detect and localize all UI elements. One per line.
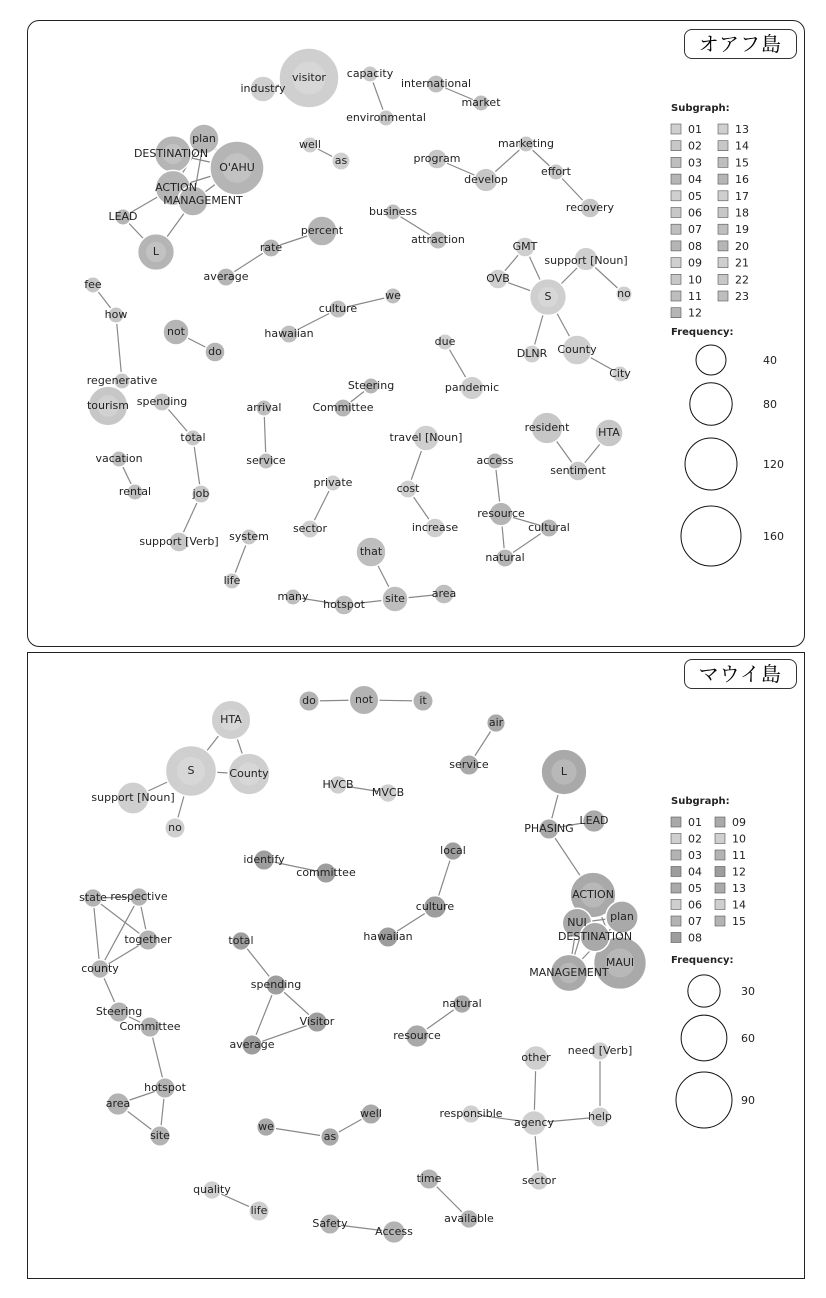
- subgraph-legend-label-21: 21: [735, 256, 749, 270]
- node-label-support_noun: support [Noun]: [544, 254, 628, 267]
- subgraph-legend-label-18: 18: [735, 206, 749, 220]
- node-label-MVCB: MVCB: [371, 786, 405, 799]
- subgraph-swatch-01: [671, 124, 681, 134]
- node-label-industry: industry: [240, 82, 286, 95]
- subgraph-swatch-02: [671, 141, 681, 151]
- maui-panel: [27, 652, 805, 1279]
- subgraph-swatch-05: [671, 883, 681, 893]
- subgraph-swatch-12: [715, 867, 725, 877]
- node-label-local: local: [440, 844, 466, 857]
- frequency-legend-circle-160: [681, 506, 741, 566]
- subgraph-swatch-16: [718, 174, 728, 184]
- node-label-rental: rental: [118, 485, 152, 498]
- node-label-support_verb: support [Verb]: [139, 535, 219, 548]
- subgraph-legend-label-08: 08: [688, 931, 702, 945]
- node-label-committee: committee: [296, 866, 356, 879]
- node-label-S: S: [187, 764, 195, 777]
- edge-how-regenerative: [116, 315, 122, 381]
- node-label-do: do: [208, 345, 222, 358]
- node-label-time: time: [416, 1172, 442, 1185]
- node-label-job: job: [192, 487, 210, 500]
- subgraph-swatch-14: [715, 900, 725, 910]
- node-label-average: average: [229, 1038, 275, 1051]
- node-label-plan: plan: [192, 132, 216, 145]
- node-label-Steering: Steering: [347, 379, 395, 392]
- subgraph-swatch-12: [671, 308, 681, 318]
- node-label-regenerative: regenerative: [86, 374, 158, 387]
- node-label-air: air: [488, 716, 504, 729]
- node-label-City: City: [609, 367, 631, 380]
- node-label-DLNR: DLNR: [516, 347, 548, 360]
- node-label-fee: fee: [84, 278, 102, 291]
- subgraph-legend-label-03: 03: [688, 849, 702, 862]
- node-label-PHASING: PHASING: [524, 822, 574, 835]
- node-label-Committee: Committee: [119, 1020, 181, 1033]
- subgraph-legend-label-11: 11: [688, 290, 702, 303]
- node-label-agency: agency: [513, 1116, 555, 1129]
- node-label-cultural: cultural: [528, 521, 570, 534]
- subgraph-legend-label-17: 17: [735, 189, 749, 203]
- frequency-legend-circle-30: [688, 975, 720, 1007]
- node-label-total: total: [180, 431, 206, 444]
- node-label-develop: develop: [464, 173, 508, 186]
- node-label-Visitor: Visitor: [299, 1015, 335, 1028]
- subgraph-swatch-19: [718, 224, 728, 234]
- frequency-legend-label-80: 80: [763, 398, 777, 411]
- node-label-not: not: [166, 325, 186, 338]
- subgraph-swatch-21: [718, 258, 728, 268]
- subgraph-swatch-09: [671, 258, 681, 268]
- node-label-available: available: [444, 1212, 494, 1225]
- node-label-LEAD: LEAD: [579, 814, 609, 827]
- node-label-marketing: marketing: [497, 137, 555, 150]
- subgraph-legend-label-19: 19: [735, 223, 749, 237]
- node-label-increase: increase: [411, 521, 459, 534]
- subgraph-swatch-15: [718, 157, 728, 167]
- node-label-culture: culture: [415, 900, 455, 913]
- node-label-quality: quality: [193, 1183, 231, 1196]
- subgraph-swatch-09: [715, 817, 725, 827]
- subgraph-legend-label-05: 05: [688, 882, 702, 895]
- subgraph-legend-label-13: 13: [735, 123, 749, 136]
- node-label-LEAD: LEAD: [108, 210, 138, 223]
- node-label-area: area: [431, 587, 457, 600]
- node-label-area: area: [105, 1097, 131, 1110]
- frequency-legend-label-160: 160: [763, 530, 784, 543]
- node-label-GMT: GMT: [512, 240, 538, 253]
- subgraph-swatch-23: [718, 291, 728, 301]
- node-label-we: we: [258, 1120, 274, 1133]
- node-label-need: need [Verb]: [567, 1044, 633, 1057]
- subgraph-legend-label-06: 06: [688, 898, 702, 912]
- node-label-County: County: [557, 343, 597, 356]
- node-label-pandemic: pandemic: [444, 381, 500, 394]
- node-label-service: service: [246, 454, 286, 467]
- subgraph-swatch-15: [715, 916, 725, 926]
- subgraph-swatch-13: [718, 124, 728, 134]
- oahu-panel-title: オアフ島: [684, 29, 797, 59]
- node-label-DESTINATION: DESTINATION: [557, 930, 633, 943]
- subgraph-legend-label-02: 02: [688, 139, 702, 153]
- node-label-rate: rate: [259, 241, 283, 254]
- node-label-culture: culture: [318, 302, 358, 315]
- node-label-L: L: [560, 765, 568, 778]
- node-label-MAUI: MAUI: [605, 956, 635, 969]
- subgraph-legend-label-09: 09: [688, 256, 702, 270]
- node-label-MANAGEMENT: MANAGEMENT: [163, 194, 243, 207]
- subgraph-swatch-08: [671, 933, 681, 943]
- subgraph-legend-label-02: 02: [688, 832, 702, 846]
- node-label-S: S: [544, 290, 552, 303]
- node-label-service: service: [449, 758, 489, 771]
- subgraph-legend-label-15: 15: [732, 915, 746, 928]
- subgraph-swatch-17: [718, 191, 728, 201]
- maui-network-graph: [28, 653, 804, 1278]
- node-label-tourism: tourism: [86, 399, 130, 412]
- node-label-market: market: [461, 96, 501, 109]
- subgraph-legend-label-10: 10: [732, 832, 746, 846]
- node-label-spending: spending: [136, 395, 188, 408]
- node-label-attraction: attraction: [411, 233, 465, 246]
- frequency-legend-label-120: 120: [763, 458, 784, 471]
- subgraph-swatch-07: [671, 916, 681, 926]
- subgraph-swatch-02: [671, 834, 681, 844]
- subgraph-legend-label-13: 13: [732, 882, 746, 895]
- node-label-well: well: [360, 1107, 382, 1120]
- subgraph-legend-label-16: 16: [735, 173, 749, 187]
- node-label-together: together: [124, 933, 172, 946]
- node-label-resource: resource: [393, 1029, 441, 1042]
- subgraph-swatch-06: [671, 900, 681, 910]
- subgraph-legend-label-07: 07: [688, 915, 702, 928]
- node-label-life: life: [250, 1204, 268, 1217]
- node-label-average: average: [203, 270, 249, 283]
- node-label-hawaiian: hawaiian: [363, 930, 413, 943]
- node-label-L: L: [152, 245, 160, 258]
- subgraph-swatch-06: [671, 208, 681, 218]
- node-label-well: well: [299, 138, 321, 151]
- node-label-private: private: [313, 476, 353, 489]
- subgraph-legend-label-01: 01: [688, 816, 702, 829]
- subgraph-legend-label-12: 12: [732, 865, 746, 879]
- node-label-arrival: arrival: [246, 401, 282, 414]
- node-label-NUI: NUI: [567, 916, 587, 929]
- subgraph-swatch-13: [715, 883, 725, 893]
- node-label-environmental: environmental: [346, 111, 426, 124]
- subgraph-legend-label-11: 11: [732, 849, 746, 862]
- subgraph-swatch-01: [671, 817, 681, 827]
- subgraph-swatch-03: [671, 157, 681, 167]
- node-label-identify: identify: [243, 853, 285, 866]
- node-label-site: site: [385, 592, 405, 605]
- node-label-OVB: OVB: [486, 272, 510, 285]
- node-label-how: how: [104, 308, 128, 321]
- subgraph-legend-title: Subgraph:: [671, 103, 730, 114]
- node-label-help: help: [588, 1110, 612, 1123]
- node-label-due: due: [434, 335, 456, 348]
- subgraph-swatch-22: [718, 274, 728, 284]
- node-label-program: program: [413, 152, 461, 165]
- frequency-legend-title: Frequency:: [671, 955, 734, 966]
- node-label-cost: cost: [396, 482, 420, 495]
- subgraph-swatch-20: [718, 241, 728, 251]
- subgraph-legend-label-04: 04: [688, 173, 702, 187]
- node-label-ACTION: ACTION: [572, 888, 614, 901]
- subgraph-legend-label-22: 22: [735, 273, 749, 287]
- node-label-spending: spending: [250, 978, 302, 991]
- node-label-site: site: [150, 1129, 170, 1142]
- node-label-total: total: [228, 934, 254, 947]
- node-label-hotspot: hotspot: [144, 1081, 186, 1094]
- node-label-it: it: [419, 694, 427, 707]
- frequency-legend-circle-80: [690, 383, 732, 425]
- frequency-legend-circle-60: [681, 1015, 727, 1061]
- subgraph-swatch-11: [671, 291, 681, 301]
- subgraph-swatch-04: [671, 174, 681, 184]
- subgraph-legend-label-14: 14: [732, 898, 746, 912]
- node-label-HVCB: HVCB: [322, 778, 354, 791]
- subgraph-swatch-18: [718, 208, 728, 218]
- node-label-County: County: [229, 767, 269, 780]
- node-label-access: access: [476, 454, 514, 467]
- node-label-state: state: [79, 891, 107, 904]
- frequency-legend-title: Frequency:: [671, 327, 734, 338]
- node-label-do: do: [302, 694, 316, 707]
- subgraph-legend-label-10: 10: [688, 273, 702, 287]
- subgraph-swatch-10: [715, 834, 725, 844]
- node-label-hotspot: hotspot: [323, 598, 365, 611]
- node-label-travel: travel [Noun]: [389, 431, 463, 444]
- node-label-sentiment: sentiment: [550, 464, 606, 477]
- node-label-many: many: [277, 590, 309, 603]
- subgraph-legend-label-09: 09: [732, 816, 746, 829]
- subgraph-legend-label-14: 14: [735, 139, 749, 153]
- subgraph-legend-label-08: 08: [688, 239, 702, 253]
- subgraph-swatch-08: [671, 241, 681, 251]
- node-label-capacity: capacity: [346, 67, 394, 80]
- node-label-international: international: [400, 77, 472, 90]
- node-label-OAHU: O'AHU: [219, 161, 255, 174]
- subgraph-swatch-07: [671, 224, 681, 234]
- frequency-legend-circle-90: [676, 1072, 732, 1128]
- subgraph-swatch-04: [671, 867, 681, 877]
- node-label-percent: percent: [300, 224, 344, 237]
- node-label-that: that: [359, 545, 383, 558]
- edge-state-county: [93, 898, 100, 969]
- subgraph-swatch-14: [718, 141, 728, 151]
- node-label-MANAGEMENT: MANAGEMENT: [529, 966, 609, 979]
- frequency-legend-label-60: 60: [741, 1032, 755, 1045]
- node-label-life: life: [223, 574, 241, 587]
- subgraph-legend-label-01: 01: [688, 123, 702, 136]
- node-label-resident: resident: [524, 421, 570, 434]
- subgraph-legend-label-06: 06: [688, 206, 702, 220]
- node-label-we: we: [385, 289, 401, 302]
- node-label-natural: natural: [485, 551, 525, 564]
- subgraph-legend-label-12: 12: [688, 306, 702, 320]
- node-label-responsible: responsible: [439, 1107, 503, 1120]
- frequency-legend-circle-40: [696, 345, 726, 375]
- node-label-as: as: [323, 1130, 337, 1143]
- frequency-legend-label-90: 90: [741, 1094, 755, 1107]
- node-label-no: no: [617, 287, 631, 300]
- subgraph-legend-label-15: 15: [735, 156, 749, 170]
- subgraph-legend-label-04: 04: [688, 865, 702, 879]
- node-label-resource: resource: [477, 507, 525, 520]
- subgraph-legend-label-20: 20: [735, 239, 749, 253]
- node-label-HTA: HTA: [598, 426, 620, 439]
- node-label-sector: sector: [521, 1174, 557, 1187]
- frequency-legend-label-30: 30: [741, 985, 755, 998]
- subgraph-legend-label-07: 07: [688, 223, 702, 237]
- maui-panel-title: マウイ島: [684, 659, 797, 689]
- node-label-HTA: HTA: [220, 713, 242, 726]
- subgraph-legend-label-23: 23: [735, 290, 749, 303]
- node-label-as: as: [334, 154, 348, 167]
- node-label-no: no: [168, 821, 182, 834]
- frequency-legend-circle-120: [685, 438, 737, 490]
- oahu-network-graph: [28, 21, 804, 646]
- node-label-visitor: visitor: [292, 71, 326, 84]
- node-label-not: not: [354, 693, 374, 706]
- node-label-vacation: vacation: [95, 452, 143, 465]
- oahu-panel: [27, 20, 805, 647]
- node-label-plan: plan: [610, 910, 634, 923]
- subgraph-swatch-10: [671, 274, 681, 284]
- node-label-ACTION: ACTION: [155, 181, 197, 194]
- subgraph-swatch-03: [671, 850, 681, 860]
- node-label-business: business: [369, 205, 417, 218]
- node-label-respective: respective: [110, 890, 168, 903]
- node-label-Safety: Safety: [312, 1217, 348, 1230]
- subgraph-legend-title: Subgraph:: [671, 796, 730, 807]
- node-label-hawaiian: hawaiian: [264, 327, 314, 340]
- node-label-Access: Access: [375, 1225, 413, 1238]
- node-label-DESTINATION: DESTINATION: [133, 147, 209, 160]
- subgraph-swatch-05: [671, 191, 681, 201]
- node-label-county: county: [81, 962, 119, 975]
- subgraph-legend-label-05: 05: [688, 189, 702, 203]
- node-label-recovery: recovery: [565, 201, 615, 214]
- node-label-other: other: [521, 1051, 551, 1064]
- node-label-natural: natural: [442, 997, 482, 1010]
- node-label-Committee: Committee: [312, 401, 374, 414]
- frequency-legend-label-40: 40: [763, 354, 777, 367]
- node-label-Steering: Steering: [95, 1005, 143, 1018]
- node-label-support_noun: support [Noun]: [91, 791, 175, 804]
- subgraph-legend-label-03: 03: [688, 156, 702, 170]
- node-label-effort: effort: [541, 165, 571, 178]
- node-label-sector: sector: [292, 522, 328, 535]
- node-label-system: system: [229, 530, 269, 543]
- subgraph-swatch-11: [715, 850, 725, 860]
